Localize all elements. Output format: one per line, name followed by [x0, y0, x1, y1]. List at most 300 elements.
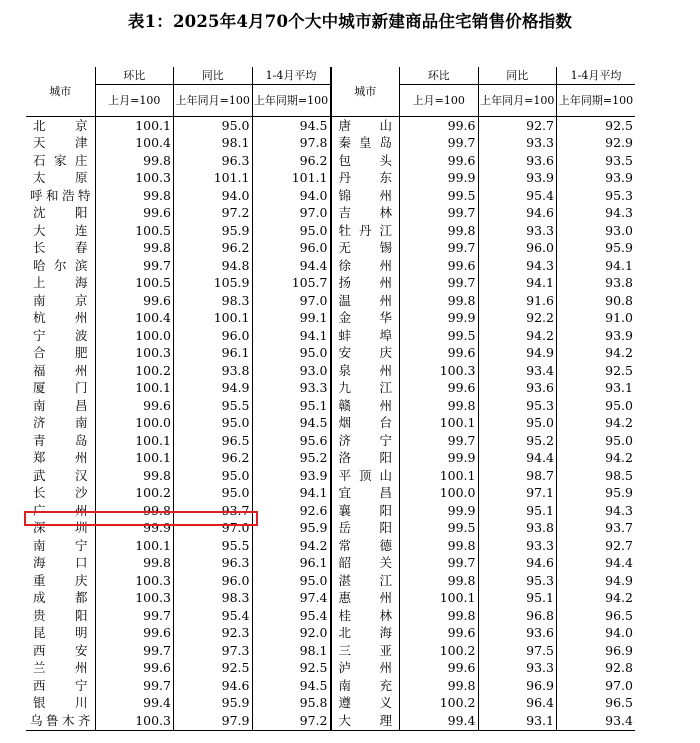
city-name: 石家庄 [33, 152, 88, 168]
city-name-cell [26, 135, 95, 153]
city-name: 济南 [33, 415, 88, 430]
yoy-value: 97.9 [174, 712, 253, 730]
yoy-value: 93.6 [478, 152, 557, 170]
avg-value: 96.9 [557, 642, 636, 660]
yoy-value: 96.0 [174, 327, 253, 345]
table-row [26, 170, 635, 188]
city-name: 徐州 [338, 257, 392, 273]
table-row [26, 590, 635, 608]
table-row [26, 240, 635, 258]
city-name-cell [26, 310, 95, 328]
city-name-cell [26, 695, 95, 713]
yoy-value: 93.9 [478, 170, 557, 188]
city-name-cell [331, 485, 400, 503]
mom-value: 99.6 [95, 292, 174, 310]
city-name-cell [26, 485, 95, 503]
city-name-cell [26, 555, 95, 573]
city-name: 安庆 [338, 345, 392, 360]
yoy-value: 96.3 [174, 555, 253, 573]
avg-value: 94.2 [557, 590, 636, 608]
table-title: 表1：2025年4月70个大中城市新建商品住宅销售价格指数 [127, 12, 573, 31]
city-name-cell [331, 450, 400, 468]
city-name: 岳阳 [338, 520, 392, 535]
mom-value: 99.6 [400, 625, 479, 643]
mom-value: 100.1 [95, 432, 174, 450]
avg-value: 93.1 [557, 380, 636, 398]
table-row [26, 712, 635, 730]
city-name: 深圳 [33, 520, 88, 535]
yoy-value: 93.3 [478, 222, 557, 240]
city-name-cell [331, 362, 400, 380]
city-name: 扬州 [338, 275, 392, 290]
yoy-value: 96.0 [478, 240, 557, 258]
avg-value: 97.4 [252, 590, 331, 608]
yoy-value: 95.9 [174, 222, 253, 240]
yoy-value: 96.0 [174, 572, 253, 590]
city-name: 成都 [33, 590, 88, 605]
mom-value: 99.6 [95, 397, 174, 415]
city-name: 昆明 [33, 625, 88, 640]
mom-value: 99.7 [400, 240, 479, 258]
yoy-value: 94.0 [174, 187, 253, 205]
yoy-value: 91.6 [478, 292, 557, 310]
table-header [26, 67, 635, 117]
city-name: 贵阳 [33, 607, 88, 623]
mom-value: 99.6 [400, 660, 479, 678]
city-name-cell [26, 642, 95, 660]
city-name-cell [26, 432, 95, 450]
yoy-value: 97.2 [174, 205, 253, 223]
price-index-table [26, 67, 635, 731]
avg-value: 94.5 [252, 677, 331, 695]
mom-value: 99.7 [400, 205, 479, 223]
table-row [26, 117, 635, 135]
mom-value: 99.7 [95, 642, 174, 660]
city-name: 福州 [33, 362, 88, 378]
table-row [26, 642, 635, 660]
header-mom-right: 环比 [400, 67, 479, 85]
mom-value: 99.4 [400, 712, 479, 730]
avg-value: 92.0 [252, 625, 331, 643]
city-name-cell [331, 660, 400, 678]
mom-value: 100.1 [95, 450, 174, 468]
avg-value: 93.9 [557, 327, 636, 345]
mom-value: 99.8 [400, 537, 479, 555]
yoy-value: 95.5 [174, 397, 253, 415]
yoy-value: 94.8 [174, 257, 253, 275]
avg-value: 94.5 [252, 117, 331, 135]
yoy-value: 97.1 [478, 485, 557, 503]
yoy-value: 96.3 [174, 152, 253, 170]
mom-value: 99.9 [400, 450, 479, 468]
mom-value: 100.3 [95, 345, 174, 363]
yoy-value: 96.2 [174, 450, 253, 468]
city-name: 太原 [33, 170, 88, 185]
yoy-value: 96.8 [478, 607, 557, 625]
city-name: 温州 [338, 292, 392, 308]
avg-value: 96.1 [252, 555, 331, 573]
city-name: 牡丹江 [338, 222, 392, 238]
yoy-value: 95.9 [174, 695, 253, 713]
avg-value: 97.2 [252, 712, 331, 730]
city-name-cell [331, 677, 400, 695]
mom-value: 99.7 [95, 257, 174, 275]
yoy-value: 98.1 [174, 135, 253, 153]
city-name: 北海 [338, 625, 392, 640]
mom-value: 99.4 [95, 695, 174, 713]
city-name: 西安 [33, 642, 88, 658]
avg-value: 94.5 [252, 415, 331, 433]
city-name-cell [26, 572, 95, 590]
city-name: 洛阳 [338, 450, 392, 465]
header-city-right: 城市 [331, 67, 400, 117]
yoy-value: 92.3 [174, 625, 253, 643]
avg-value: 98.1 [252, 642, 331, 660]
table-row [26, 275, 635, 293]
avg-value: 96.0 [252, 240, 331, 258]
table-row [26, 380, 635, 398]
yoy-value: 93.3 [478, 660, 557, 678]
table-row [26, 660, 635, 678]
avg-value: 90.8 [557, 292, 636, 310]
city-name: 上海 [33, 275, 88, 290]
city-name: 天津 [33, 135, 88, 150]
table-row [26, 397, 635, 415]
header-yoy-right: 同比 [478, 67, 557, 85]
yoy-value: 93.4 [478, 362, 557, 380]
city-name-cell [331, 467, 400, 485]
mom-value: 99.6 [400, 345, 479, 363]
yoy-value: 95.1 [478, 590, 557, 608]
table-row [26, 415, 635, 433]
yoy-value: 95.0 [174, 415, 253, 433]
table-row [26, 222, 635, 240]
mom-value: 99.8 [95, 240, 174, 258]
avg-value: 94.9 [557, 572, 636, 590]
avg-value: 105.7 [252, 275, 331, 293]
city-name: 兰州 [33, 660, 88, 675]
city-name: 北京 [33, 117, 88, 133]
city-name-cell [331, 310, 400, 328]
table-row [26, 677, 635, 695]
city-name: 沈阳 [33, 205, 88, 220]
city-name-cell [331, 187, 400, 205]
avg-value: 94.1 [252, 327, 331, 345]
avg-value: 97.0 [252, 205, 331, 223]
mom-value: 100.3 [95, 170, 174, 188]
yoy-value: 95.2 [478, 432, 557, 450]
avg-value: 101.1 [252, 170, 331, 188]
avg-value: 94.2 [557, 415, 636, 433]
city-name-cell [331, 222, 400, 240]
table-row [26, 537, 635, 555]
avg-value: 92.5 [557, 117, 636, 135]
avg-value: 98.5 [557, 467, 636, 485]
avg-value: 93.7 [557, 520, 636, 538]
city-name-cell [331, 327, 400, 345]
city-name: 赣州 [338, 397, 392, 413]
yoy-value: 95.0 [478, 415, 557, 433]
table-row [26, 187, 635, 205]
city-name: 丹东 [338, 170, 392, 185]
mom-value: 99.8 [95, 152, 174, 170]
header-avg-right: 1-4月平均 [557, 67, 636, 85]
mom-value: 100.1 [95, 537, 174, 555]
city-name: 吉林 [338, 205, 392, 220]
mom-value: 99.6 [400, 380, 479, 398]
yoy-value: 94.6 [478, 555, 557, 573]
yoy-value: 93.6 [478, 625, 557, 643]
city-name-cell [26, 257, 95, 275]
yoy-value: 97.5 [478, 642, 557, 660]
avg-value: 94.1 [557, 257, 636, 275]
mom-value: 99.8 [400, 572, 479, 590]
yoy-value: 95.0 [174, 467, 253, 485]
city-name: 长沙 [33, 485, 88, 500]
mom-value: 100.3 [400, 362, 479, 380]
mom-value: 99.5 [400, 327, 479, 345]
city-name: 三亚 [338, 642, 392, 658]
city-name-cell [331, 170, 400, 188]
mom-value: 99.6 [95, 205, 174, 223]
yoy-value: 105.9 [174, 275, 253, 293]
header-mom-base-right: 上月=100 [400, 85, 479, 117]
avg-value: 93.3 [252, 380, 331, 398]
table-row [26, 607, 635, 625]
avg-value: 95.0 [557, 397, 636, 415]
city-name-cell [331, 152, 400, 170]
avg-value: 95.9 [252, 520, 331, 538]
city-name: 大理 [338, 712, 392, 728]
mom-value: 100.2 [400, 695, 479, 713]
avg-value: 95.8 [252, 695, 331, 713]
avg-value: 93.9 [252, 467, 331, 485]
avg-value: 95.9 [557, 240, 636, 258]
city-name: 襄阳 [338, 502, 392, 518]
city-name-cell [331, 502, 400, 520]
avg-value: 92.9 [557, 135, 636, 153]
yoy-value: 96.1 [174, 345, 253, 363]
city-name-cell [331, 205, 400, 223]
mom-value: 99.7 [400, 432, 479, 450]
yoy-value: 101.1 [174, 170, 253, 188]
yoy-value: 93.3 [478, 537, 557, 555]
yoy-value: 95.5 [174, 537, 253, 555]
yoy-value: 95.4 [174, 607, 253, 625]
yoy-value: 93.1 [478, 712, 557, 730]
avg-value: 95.9 [557, 485, 636, 503]
header-yoy-base-left: 上年同月=100 [174, 85, 253, 117]
city-name: 济宁 [338, 432, 392, 448]
city-name-cell [331, 117, 400, 135]
city-name-cell [26, 712, 95, 730]
mom-value: 99.8 [400, 222, 479, 240]
city-name: 金华 [338, 310, 392, 325]
yoy-value: 98.3 [174, 590, 253, 608]
mom-value: 100.2 [95, 485, 174, 503]
mom-value: 99.7 [400, 555, 479, 573]
mom-value: 99.9 [400, 170, 479, 188]
yoy-value: 93.8 [478, 520, 557, 538]
mom-value: 100.4 [95, 310, 174, 328]
header-avg-base-right: 上年同期=100 [557, 85, 636, 117]
table-body [26, 117, 635, 731]
city-name-cell [331, 257, 400, 275]
city-name: 南京 [33, 292, 88, 308]
yoy-value: 94.3 [478, 257, 557, 275]
yoy-value: 92.2 [478, 310, 557, 328]
avg-value: 92.5 [557, 362, 636, 380]
avg-value: 99.1 [252, 310, 331, 328]
yoy-value: 95.0 [174, 485, 253, 503]
mom-value: 100.0 [400, 485, 479, 503]
mom-value: 99.8 [95, 467, 174, 485]
mom-value: 100.5 [95, 222, 174, 240]
city-name: 常德 [338, 537, 392, 553]
city-name: 广州 [33, 502, 88, 518]
mom-value: 99.6 [400, 257, 479, 275]
city-name: 宁波 [33, 327, 88, 343]
header-yoy-left: 同比 [174, 67, 253, 85]
yoy-value: 94.9 [478, 345, 557, 363]
city-name: 惠州 [338, 590, 392, 605]
avg-value: 96.2 [252, 152, 331, 170]
mom-value: 99.7 [95, 677, 174, 695]
mom-value: 99.5 [400, 520, 479, 538]
avg-value: 95.0 [252, 222, 331, 240]
table-row [26, 152, 635, 170]
header-city-left: 城市 [26, 67, 95, 117]
city-name-cell [331, 135, 400, 153]
city-name-cell [26, 537, 95, 555]
city-name-cell [26, 275, 95, 293]
yoy-value: 95.1 [478, 502, 557, 520]
yoy-value: 94.2 [478, 327, 557, 345]
avg-value: 92.7 [557, 537, 636, 555]
table-row [26, 520, 635, 538]
yoy-value: 98.7 [478, 467, 557, 485]
city-name-cell [331, 397, 400, 415]
avg-value: 95.2 [252, 450, 331, 468]
avg-value: 94.3 [557, 502, 636, 520]
yoy-value: 94.9 [174, 380, 253, 398]
city-name: 韶关 [338, 555, 392, 570]
yoy-value: 94.6 [174, 677, 253, 695]
city-name-cell [26, 607, 95, 625]
city-name: 无锡 [338, 240, 392, 255]
table-row [26, 327, 635, 345]
mom-value: 100.2 [95, 362, 174, 380]
table-row [26, 625, 635, 643]
city-name: 西宁 [33, 677, 88, 693]
yoy-value: 96.9 [478, 677, 557, 695]
city-name-cell [26, 450, 95, 468]
mom-value: 100.0 [95, 327, 174, 345]
avg-value: 93.5 [557, 152, 636, 170]
city-name: 湛江 [338, 572, 392, 588]
yoy-value: 92.7 [478, 117, 557, 135]
yoy-value: 94.4 [478, 450, 557, 468]
city-name-cell [26, 152, 95, 170]
city-name: 泉州 [338, 362, 392, 378]
mom-value: 99.6 [400, 152, 479, 170]
yoy-value: 95.3 [478, 572, 557, 590]
city-name-cell [331, 520, 400, 538]
mom-value: 99.6 [95, 625, 174, 643]
city-name: 秦皇岛 [338, 135, 392, 150]
yoy-value: 94.1 [478, 275, 557, 293]
city-name: 海口 [33, 555, 88, 570]
mom-value: 99.8 [95, 502, 174, 520]
avg-value: 95.4 [252, 607, 331, 625]
city-name-cell [26, 520, 95, 538]
city-name: 烟台 [338, 415, 392, 430]
avg-value: 93.0 [252, 362, 331, 380]
table-row [26, 467, 635, 485]
mom-value: 99.7 [400, 275, 479, 293]
city-name: 重庆 [33, 572, 88, 588]
city-name-cell [26, 660, 95, 678]
city-name-cell [331, 345, 400, 363]
city-name-cell [331, 275, 400, 293]
yoy-value: 100.1 [174, 310, 253, 328]
city-name: 宜昌 [338, 485, 392, 500]
city-name-cell [26, 467, 95, 485]
mom-value: 99.8 [95, 187, 174, 205]
city-name-cell [331, 625, 400, 643]
avg-value: 92.8 [557, 660, 636, 678]
avg-value: 95.3 [557, 187, 636, 205]
avg-value: 97.8 [252, 135, 331, 153]
mom-value: 100.1 [400, 415, 479, 433]
yoy-value: 93.3 [478, 135, 557, 153]
city-name: 乌鲁木齐 [30, 712, 91, 728]
mom-value: 100.1 [95, 380, 174, 398]
city-name-cell [26, 187, 95, 205]
avg-value: 94.0 [557, 625, 636, 643]
city-name-cell [331, 642, 400, 660]
city-name-cell [331, 537, 400, 555]
city-name-cell [331, 607, 400, 625]
city-name: 青岛 [33, 432, 88, 448]
avg-value: 95.6 [252, 432, 331, 450]
city-name: 锦州 [338, 187, 392, 203]
avg-value: 93.0 [557, 222, 636, 240]
avg-value: 94.1 [252, 485, 331, 503]
city-name: 九江 [338, 380, 392, 395]
avg-value: 91.0 [557, 310, 636, 328]
avg-value: 94.4 [252, 257, 331, 275]
city-name-cell [26, 590, 95, 608]
avg-value: 97.0 [252, 292, 331, 310]
mom-value: 100.1 [95, 117, 174, 135]
mom-value: 99.8 [400, 607, 479, 625]
table-row [26, 257, 635, 275]
header-mom-base-left: 上月=100 [95, 85, 174, 117]
avg-value: 94.4 [557, 555, 636, 573]
avg-value: 93.8 [557, 275, 636, 293]
mom-value: 99.9 [95, 520, 174, 538]
mom-value: 99.7 [400, 135, 479, 153]
avg-value: 97.0 [557, 677, 636, 695]
city-name: 泸州 [338, 660, 392, 675]
avg-value: 94.2 [252, 537, 331, 555]
header-avg-base-left: 上年同期=100 [252, 85, 331, 117]
table-row [26, 502, 635, 520]
table-row [26, 310, 635, 328]
city-name-cell [26, 327, 95, 345]
mom-value: 100.1 [400, 590, 479, 608]
